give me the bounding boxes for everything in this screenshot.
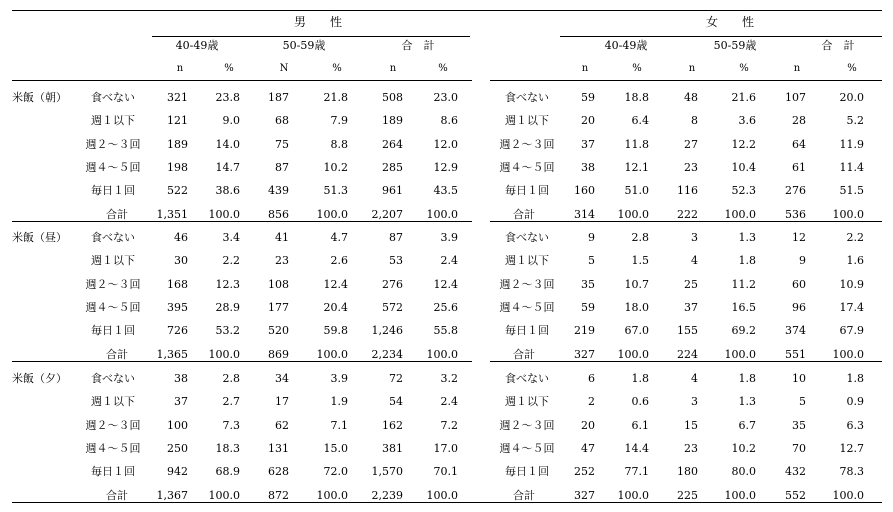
row-label-male: 毎日１回 (91, 465, 135, 478)
female-value-cell: 9 (588, 231, 595, 244)
male-value-cell: 68 (275, 114, 289, 127)
female-value-cell: 6.7 (738, 419, 756, 432)
female-value-cell: 1.3 (738, 231, 756, 244)
female-value-cell: 5 (588, 254, 595, 267)
row-label-male: 合計 (106, 489, 128, 502)
female-value-cell: 16.5 (731, 301, 756, 314)
male-unit-header: n (389, 63, 397, 74)
female-value-cell: 100.0 (617, 348, 649, 361)
male-value-cell: 100.0 (208, 208, 240, 221)
female-unit-header: % (739, 63, 749, 74)
female-age-header-40s: 40-49歳 (604, 39, 648, 52)
female-unit-header: % (847, 63, 857, 74)
male-value-cell: 9.0 (222, 114, 240, 127)
male-value-cell: 285 (382, 161, 403, 174)
female-value-cell: 100.0 (832, 208, 864, 221)
male-value-cell: 43.5 (433, 184, 458, 197)
male-value-cell: 53 (389, 254, 403, 267)
female-value-cell: 9 (799, 254, 806, 267)
male-value-cell: 1,367 (156, 489, 188, 502)
row-label-female: 合計 (513, 208, 535, 221)
male-value-cell: 23.8 (215, 91, 240, 104)
male-group-underline (152, 36, 470, 37)
male-value-cell: 100.0 (316, 208, 348, 221)
male-value-cell: 381 (382, 442, 403, 455)
row-label-male: 食べない (91, 91, 135, 104)
male-age-header-total: 合 計 (401, 39, 435, 52)
female-value-cell: 100.0 (832, 489, 864, 502)
female-value-cell: 3 (691, 395, 698, 408)
male-value-cell: 250 (167, 442, 188, 455)
male-value-cell: 18.3 (215, 442, 240, 455)
row-label-male: 食べない (91, 372, 135, 385)
female-value-cell: 47 (581, 442, 595, 455)
female-value-cell: 0.9 (846, 395, 864, 408)
female-value-cell: 5.2 (846, 114, 864, 127)
male-value-cell: 628 (268, 465, 289, 478)
female-value-cell: 1.8 (846, 372, 864, 385)
row-label-male: 週１以下 (91, 395, 135, 408)
female-value-cell: 2.8 (631, 231, 649, 244)
female-value-cell: 100.0 (724, 208, 756, 221)
male-age-header-50s: 50-59歳 (282, 39, 326, 52)
male-value-cell: 942 (167, 465, 188, 478)
female-value-cell: 552 (785, 489, 806, 502)
female-value-cell: 1.8 (631, 372, 649, 385)
female-value-cell: 100.0 (617, 489, 649, 502)
female-value-cell: 51.0 (624, 184, 649, 197)
female-value-cell: 1.8 (738, 372, 756, 385)
male-value-cell: 8.6 (440, 114, 458, 127)
male-value-cell: 3.9 (330, 372, 348, 385)
female-value-cell: 6.1 (631, 419, 649, 432)
section-divider (12, 361, 472, 362)
male-value-cell: 2.7 (222, 395, 240, 408)
section-label: 米飯（昼） (12, 231, 67, 244)
female-value-cell: 35 (792, 419, 806, 432)
row-label-male: 合計 (106, 208, 128, 221)
male-unit-header: n (176, 63, 184, 74)
female-value-cell: 21.6 (731, 91, 756, 104)
female-value-cell: 432 (785, 465, 806, 478)
male-value-cell: 17 (275, 395, 289, 408)
male-value-cell: 1,351 (156, 208, 188, 221)
male-value-cell: 55.8 (433, 324, 458, 337)
row-label-male: 食べない (91, 231, 135, 244)
row-label-male: 毎日１回 (91, 184, 135, 197)
male-value-cell: 1.9 (330, 395, 348, 408)
male-value-cell: 14.0 (215, 138, 240, 151)
male-value-cell: 100.0 (208, 489, 240, 502)
female-value-cell: 60 (792, 278, 806, 291)
female-value-cell: 536 (785, 208, 806, 221)
female-value-cell: 67.0 (624, 324, 649, 337)
male-value-cell: 100 (167, 419, 188, 432)
row-label-female: 毎日１回 (505, 324, 549, 337)
male-age-header-40s: 40-49歳 (175, 39, 219, 52)
female-value-cell: 3 (691, 231, 698, 244)
female-value-cell: 80.0 (731, 465, 756, 478)
female-value-cell: 374 (785, 324, 806, 337)
male-value-cell: 12.3 (215, 278, 240, 291)
male-value-cell: 87 (275, 161, 289, 174)
male-value-cell: 28.9 (215, 301, 240, 314)
female-group-underline (560, 36, 882, 37)
male-value-cell: 508 (382, 91, 403, 104)
male-value-cell: 177 (268, 301, 289, 314)
male-value-cell: 53.2 (215, 324, 240, 337)
male-value-cell: 12.4 (323, 278, 348, 291)
male-value-cell: 108 (268, 278, 289, 291)
female-unit-header: n (581, 63, 589, 74)
male-value-cell: 15.0 (323, 442, 348, 455)
male-value-cell: 100.0 (426, 489, 458, 502)
female-value-cell: 1.5 (631, 254, 649, 267)
female-value-cell: 6.3 (846, 419, 864, 432)
male-value-cell: 46 (174, 231, 188, 244)
female-value-cell: 35 (581, 278, 595, 291)
male-value-cell: 100.0 (426, 208, 458, 221)
male-value-cell: 1,570 (371, 465, 403, 478)
female-age-header-50s: 50-59歳 (713, 39, 757, 52)
male-value-cell: 37 (174, 395, 188, 408)
female-value-cell: 160 (574, 184, 595, 197)
male-unit-header: % (224, 63, 234, 74)
female-value-cell: 52.3 (731, 184, 756, 197)
male-value-cell: 395 (167, 301, 188, 314)
female-value-cell: 23 (684, 161, 698, 174)
table-top-border (12, 10, 882, 11)
female-value-cell: 11.2 (731, 278, 756, 291)
section-divider (12, 221, 472, 222)
female-value-cell: 100.0 (724, 348, 756, 361)
female-value-cell: 61 (792, 161, 806, 174)
female-value-cell: 10.4 (731, 161, 756, 174)
row-label-male: 週２～３回 (85, 278, 141, 291)
row-label-male: 毎日１回 (91, 324, 135, 337)
male-value-cell: 30 (174, 254, 188, 267)
male-value-cell: 100.0 (208, 348, 240, 361)
male-value-cell: 7.9 (330, 114, 348, 127)
female-value-cell: 78.3 (839, 465, 864, 478)
male-value-cell: 189 (167, 138, 188, 151)
female-value-cell: 23 (684, 442, 698, 455)
row-label-female: 週１以下 (505, 395, 549, 408)
male-value-cell: 520 (268, 324, 289, 337)
male-value-cell: 10.2 (323, 161, 348, 174)
male-value-cell: 100.0 (426, 348, 458, 361)
female-value-cell: 11.9 (839, 138, 864, 151)
male-value-cell: 14.7 (215, 161, 240, 174)
row-label-female: 週１以下 (505, 114, 549, 127)
female-value-cell: 4 (691, 254, 698, 267)
male-value-cell: 2,239 (371, 489, 403, 502)
male-value-cell: 439 (268, 184, 289, 197)
male-value-cell: 23.0 (433, 91, 458, 104)
female-value-cell: 70 (792, 442, 806, 455)
female-value-cell: 59 (581, 301, 595, 314)
male-value-cell: 23 (275, 254, 289, 267)
male-value-cell: 168 (167, 278, 188, 291)
female-value-cell: 69.2 (731, 324, 756, 337)
male-value-cell: 38.6 (215, 184, 240, 197)
female-value-cell: 5 (799, 395, 806, 408)
row-label-female: 毎日１回 (505, 184, 549, 197)
male-value-cell: 189 (382, 114, 403, 127)
female-value-cell: 77.1 (624, 465, 649, 478)
female-value-cell: 327 (574, 348, 595, 361)
male-value-cell: 75 (275, 138, 289, 151)
female-value-cell: 10.2 (731, 442, 756, 455)
female-unit-header: n (688, 63, 696, 74)
male-value-cell: 131 (268, 442, 289, 455)
row-label-male: 週４～５回 (85, 442, 141, 455)
row-label-female: 週２～３回 (499, 138, 555, 151)
male-value-cell: 321 (167, 91, 188, 104)
section-label: 米飯（夕） (12, 372, 67, 385)
female-value-cell: 38 (581, 161, 595, 174)
female-value-cell: 155 (677, 324, 698, 337)
female-value-cell: 48 (684, 91, 698, 104)
male-value-cell: 7.3 (222, 419, 240, 432)
male-value-cell: 25.6 (433, 301, 458, 314)
male-value-cell: 72.0 (323, 465, 348, 478)
male-value-cell: 7.1 (330, 419, 348, 432)
female-value-cell: 12.2 (731, 138, 756, 151)
female-value-cell: 12.1 (624, 161, 649, 174)
row-label-female: 週２～３回 (499, 278, 555, 291)
male-value-cell: 872 (268, 489, 289, 502)
female-value-cell: 64 (792, 138, 806, 151)
row-label-female: 合計 (513, 489, 535, 502)
male-value-cell: 20.4 (323, 301, 348, 314)
female-value-cell: 10.9 (839, 278, 864, 291)
female-value-cell: 37 (581, 138, 595, 151)
female-value-cell: 3.6 (738, 114, 756, 127)
female-value-cell: 28 (792, 114, 806, 127)
female-value-cell: 219 (574, 324, 595, 337)
male-value-cell: 59.8 (323, 324, 348, 337)
female-value-cell: 100.0 (724, 489, 756, 502)
male-value-cell: 2.4 (440, 395, 458, 408)
female-value-cell: 252 (574, 465, 595, 478)
male-value-cell: 34 (275, 372, 289, 385)
section-label: 米飯（朝） (12, 91, 67, 104)
header-bottom-border-right (490, 80, 882, 81)
female-value-cell: 2.2 (846, 231, 864, 244)
header-bottom-border-left (12, 80, 472, 81)
female-value-cell: 551 (785, 348, 806, 361)
male-value-cell: 2.4 (440, 254, 458, 267)
male-value-cell: 100.0 (316, 348, 348, 361)
female-value-cell: 96 (792, 301, 806, 314)
male-value-cell: 54 (389, 395, 403, 408)
female-value-cell: 314 (574, 208, 595, 221)
female-value-cell: 59 (581, 91, 595, 104)
female-unit-header: % (632, 63, 642, 74)
male-value-cell: 8.8 (330, 138, 348, 151)
row-label-male: 週２～３回 (85, 138, 141, 151)
female-value-cell: 67.9 (839, 324, 864, 337)
male-value-cell: 100.0 (316, 489, 348, 502)
male-value-cell: 12.4 (433, 278, 458, 291)
female-value-cell: 37 (684, 301, 698, 314)
male-value-cell: 1,246 (371, 324, 403, 337)
female-value-cell: 12 (792, 231, 806, 244)
male-value-cell: 198 (167, 161, 188, 174)
female-value-cell: 0.6 (631, 395, 649, 408)
male-value-cell: 38 (174, 372, 188, 385)
row-label-male: 週１以下 (91, 114, 135, 127)
female-unit-header: n (793, 63, 801, 74)
row-label-female: 週１以下 (505, 254, 549, 267)
female-value-cell: 11.8 (624, 138, 649, 151)
female-group-header: 女 性 (705, 15, 755, 29)
male-group-header: 男 性 (293, 15, 343, 29)
row-label-male: 週１以下 (91, 254, 135, 267)
row-label-female: 週２～３回 (499, 419, 555, 432)
row-label-female: 週４～５回 (499, 301, 555, 314)
row-label-female: 合計 (513, 348, 535, 361)
female-value-cell: 276 (785, 184, 806, 197)
male-value-cell: 3.4 (222, 231, 240, 244)
row-label-female: 食べない (505, 372, 549, 385)
female-value-cell: 14.4 (624, 442, 649, 455)
male-value-cell: 3.9 (440, 231, 458, 244)
female-value-cell: 18.8 (624, 91, 649, 104)
male-value-cell: 121 (167, 114, 188, 127)
female-value-cell: 116 (677, 184, 698, 197)
male-value-cell: 51.3 (323, 184, 348, 197)
male-value-cell: 264 (382, 138, 403, 151)
female-value-cell: 8 (691, 114, 698, 127)
male-value-cell: 2,207 (371, 208, 403, 221)
male-unit-header: N (279, 63, 289, 74)
row-label-male: 週４～５回 (85, 161, 141, 174)
male-value-cell: 21.8 (323, 91, 348, 104)
female-value-cell: 224 (677, 348, 698, 361)
male-value-cell: 17.0 (433, 442, 458, 455)
female-value-cell: 27 (684, 138, 698, 151)
male-value-cell: 87 (389, 231, 403, 244)
male-value-cell: 7.2 (440, 419, 458, 432)
male-value-cell: 12.9 (433, 161, 458, 174)
male-value-cell: 2.8 (222, 372, 240, 385)
male-value-cell: 162 (382, 419, 403, 432)
male-value-cell: 72 (389, 372, 403, 385)
male-value-cell: 4.7 (330, 231, 348, 244)
male-value-cell: 2.2 (222, 254, 240, 267)
female-value-cell: 180 (677, 465, 698, 478)
female-value-cell: 327 (574, 489, 595, 502)
row-label-female: 週４～５回 (499, 442, 555, 455)
row-label-female: 食べない (505, 231, 549, 244)
female-value-cell: 4 (691, 372, 698, 385)
female-value-cell: 51.5 (839, 184, 864, 197)
female-value-cell: 1.3 (738, 395, 756, 408)
female-value-cell: 20.0 (839, 91, 864, 104)
male-value-cell: 869 (268, 348, 289, 361)
male-value-cell: 1,365 (156, 348, 188, 361)
female-value-cell: 25 (684, 278, 698, 291)
male-value-cell: 961 (382, 184, 403, 197)
male-unit-header: % (438, 63, 448, 74)
male-value-cell: 726 (167, 324, 188, 337)
row-label-female: 毎日１回 (505, 465, 549, 478)
female-value-cell: 17.4 (839, 301, 864, 314)
female-value-cell: 1.8 (738, 254, 756, 267)
female-value-cell: 6.4 (631, 114, 649, 127)
female-value-cell: 11.4 (839, 161, 864, 174)
female-value-cell: 20 (581, 419, 595, 432)
female-value-cell: 18.0 (624, 301, 649, 314)
male-value-cell: 12.0 (433, 138, 458, 151)
male-value-cell: 2.6 (330, 254, 348, 267)
female-value-cell: 100.0 (832, 348, 864, 361)
female-age-header-total: 合 計 (821, 39, 855, 52)
male-value-cell: 2,234 (371, 348, 403, 361)
male-value-cell: 856 (268, 208, 289, 221)
female-value-cell: 10 (792, 372, 806, 385)
female-value-cell: 10.7 (624, 278, 649, 291)
female-value-cell: 1.6 (846, 254, 864, 267)
male-value-cell: 187 (268, 91, 289, 104)
row-label-male: 週４～５回 (85, 301, 141, 314)
female-value-cell: 222 (677, 208, 698, 221)
male-unit-header: % (332, 63, 342, 74)
male-value-cell: 68.9 (215, 465, 240, 478)
male-value-cell: 276 (382, 278, 403, 291)
row-label-female: 食べない (505, 91, 549, 104)
row-label-male: 週２～３回 (85, 419, 141, 432)
male-value-cell: 3.2 (440, 372, 458, 385)
female-value-cell: 12.7 (839, 442, 864, 455)
female-value-cell: 225 (677, 489, 698, 502)
male-value-cell: 70.1 (433, 465, 458, 478)
female-value-cell: 6 (588, 372, 595, 385)
female-value-cell: 2 (588, 395, 595, 408)
female-value-cell: 107 (785, 91, 806, 104)
female-value-cell: 20 (581, 114, 595, 127)
male-value-cell: 522 (167, 184, 188, 197)
female-value-cell: 15 (684, 419, 698, 432)
male-value-cell: 572 (382, 301, 403, 314)
row-label-female: 週４～５回 (499, 161, 555, 174)
male-value-cell: 62 (275, 419, 289, 432)
female-value-cell: 100.0 (617, 208, 649, 221)
row-label-male: 合計 (106, 348, 128, 361)
male-value-cell: 41 (275, 231, 289, 244)
